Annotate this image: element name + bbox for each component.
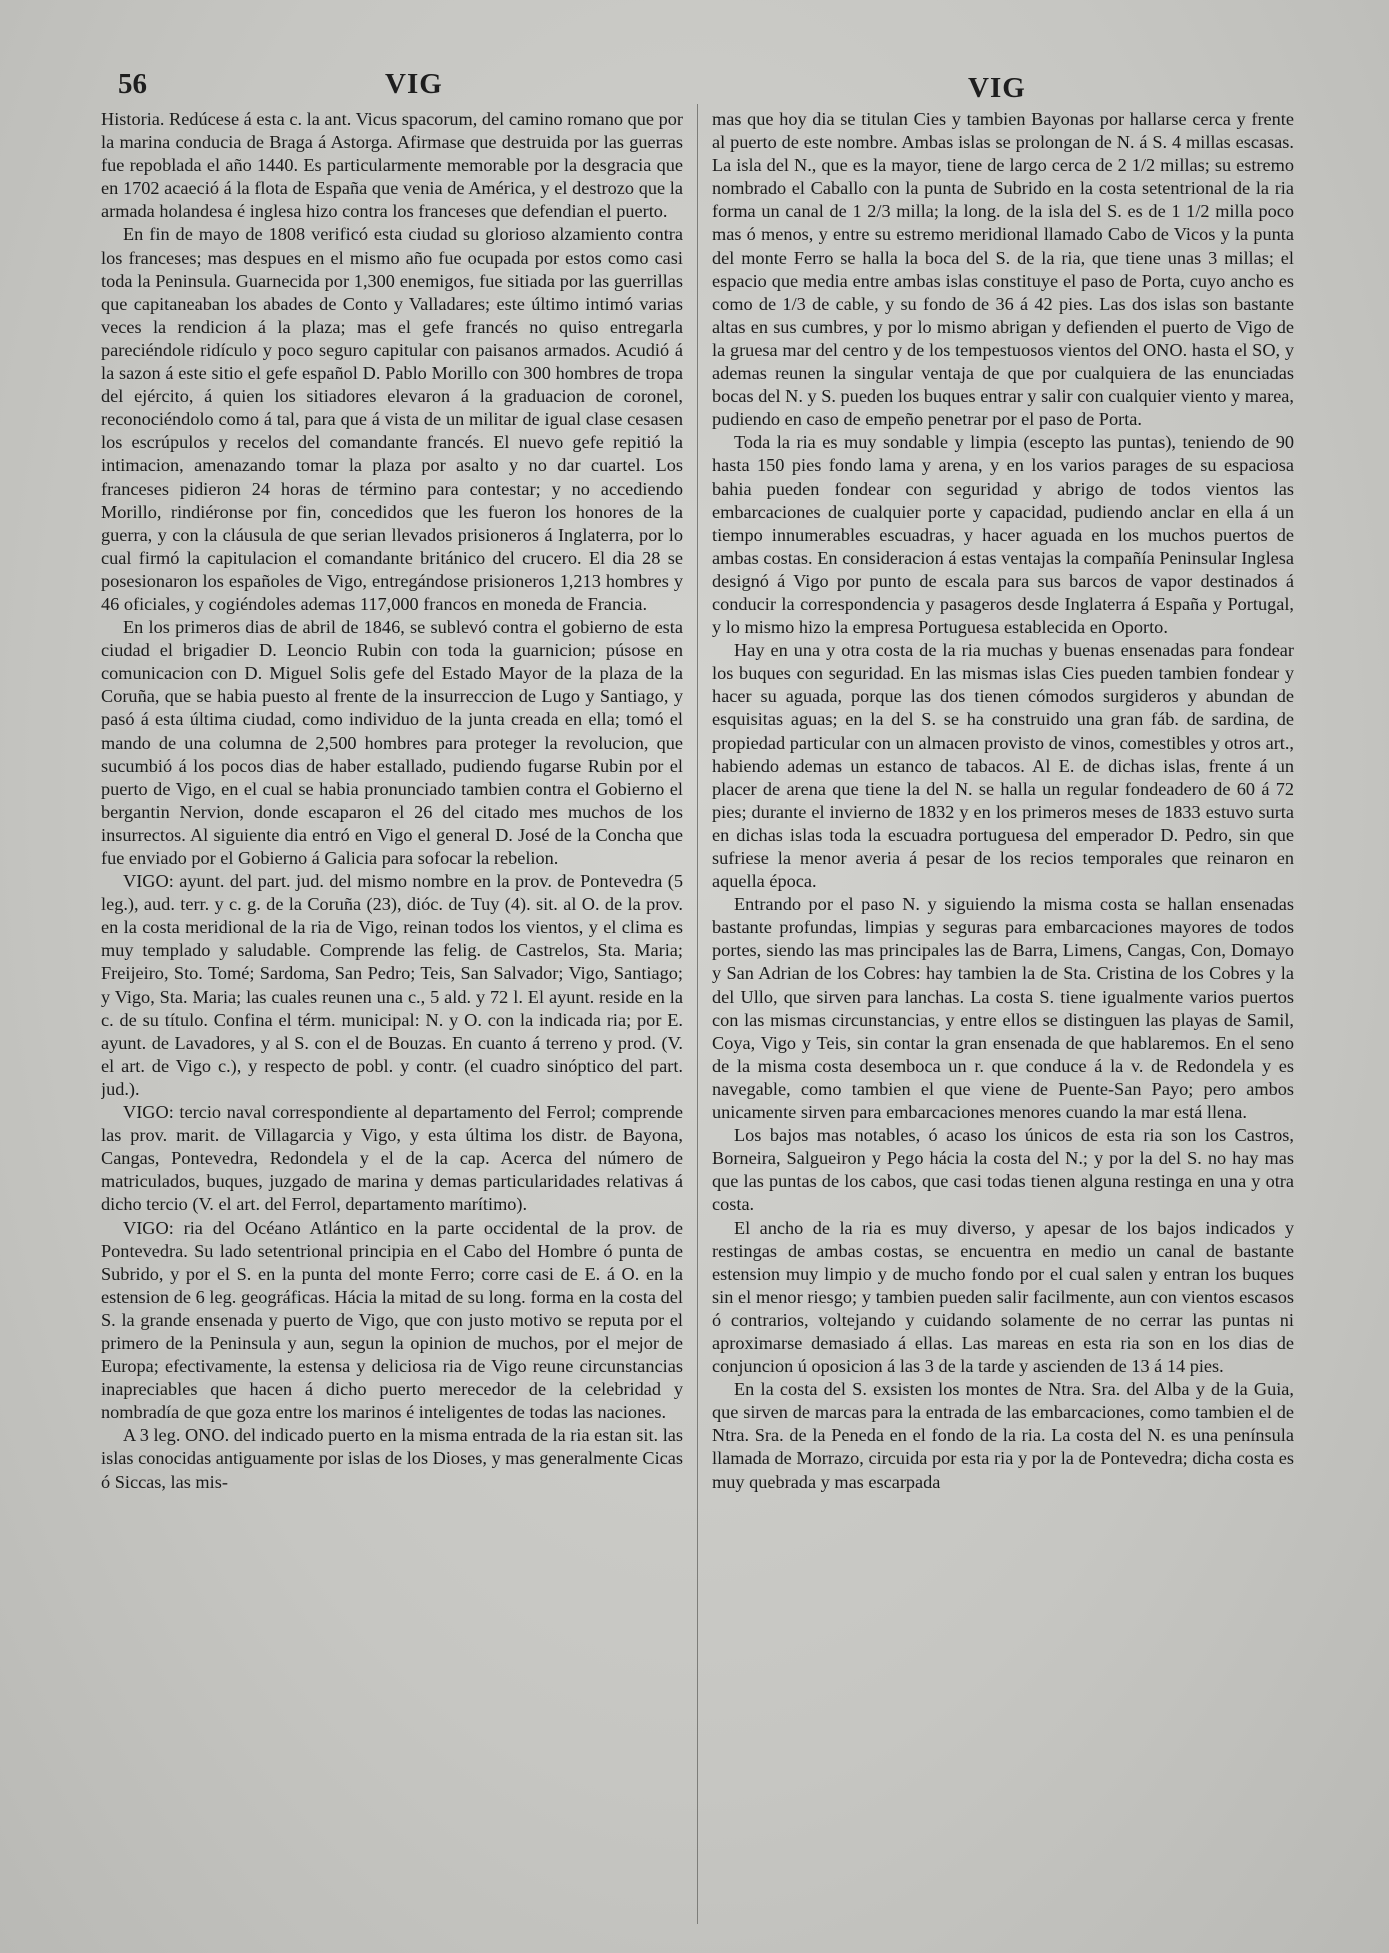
running-head-right: VIG [968,72,1026,104]
running-head-left: VIG [385,68,443,100]
left-column [101,108,683,1928]
paragraph-bajos: Los bajos mas notables, ó acaso los únicos de esta ria son los Castros, Borneira, Salgueiron y Pego hácia la costa del N.; y por la del S. no hay mas que las puntas de los cabos, que casi todas tienen alguna restinga en una y otra costa. [712,1125,1294,1215]
paragraph-ancho: El ancho de la ria es muy diverso, y apesar de los bajos indicados y restingas de ambas costas, se encuentra en medio un canal de bastante estension muy limpio y de mucho fondo por el cual salen y entran los buques sin el menor riesgo; y tambien pueden salir facilmente, aun con vientos escasos ó contrarios, voltejando y cuidando solamente de no cerrar las puntas ni aproximarse demasiado á ellas. Las mareas en esta ria son en los dias de conjuncion ú oposicion á las 3 de la tarde y ascienden de 13 á 14 pies. [712,1217,1294,1377]
paragraph-vigo-tercio-naval: VIGO: tercio naval correspondiente al departamento del Ferrol; comprende las prov. marit. de Villagarcia y Vigo, y esta última los distr. de Bayona, Cangas, Pontevedra, Redondela y el de la cap. Acerca del número de matriculados, buques, juzgado de marina y demas particularidades relativas á dicho tercio (V. el art. del Ferrol, departamento marítimo). [101,1102,683,1215]
paragraph-1808: En fin de mayo de 1808 verificó esta ciudad su glorioso alzamiento contra los franceses; mas despues en el mismo año fue ocupada por estos como casi toda la Peninsula. Guarnecida por 1,300 enemigos, fue sitiada por las guerrillas que capitaneaban los abades de Conto y Valladares; este último intimó varias veces la rendicion á la plaza; mas el gefe francés no quiso entregarla pareciéndole ridículo y poco seguro capitular con paisanos armados. Acudió á la sazon á este sitio el gefe español D. Pablo Morillo con 300 hombres de tropa del ejército, á quien los sitiadores elevaron á la graduacion de coronel, reconociéndolo como á tal, para que á vista de un militar de igual clase cesasen los escrúpulos y recelos del comandante francés. El nuevo gefe repitió la intimacion, amenazando tomar la plaza por asalto y no dar cuartel. Los franceses pidieron 24 horas de término para contestar; y no accediendo Morillo, rindiéronse por fin, concedidos que les fueron los honores de la guerra, y con la cláusula de que serian llevados prisioneros á Inglaterra, por lo cual firmó la capitulacion el comandante británico del crucero. El dia 28 se posesionaron los españoles de Vigo, entregándose prisioneros 1,213 hombres y 46 oficiales, y cogiéndoles ademas 117,000 francos en moneda de Francia. [101,224,683,614]
page-number: 56 [118,68,147,100]
paragraph-1846: En los primeros dias de abril de 1846, se sublevó contra el gobierno de esta ciudad el brigadier D. Leoncio Rubin con toda la guarnicion; púsose en comunicacion con D. Miguel Solis gefe del Estado Mayor de la plaza de la Coruña, que se habia puesto al frente de la insurreccion de Lugo y Santiago, y pasó á esta última ciudad, como individuo de la junta creada en ella; tomó el mando de una columna de 2,500 hombres para proteger la revolucion, que sucumbió á los pocos dias de haber estallado, pudiendo fugarse Rubin por el puerto de Vigo, en el cual se habia pronunciado tambien contra el Gobierno el bergantin Nervion, donde escaparon el 26 del citado mes muchos de los insurrectos. Al siguiente dia entró en Vigo el general D. José de la Concha que fue enviado por el Gobierno á Galicia para sofocar la rebelion. [101,617,683,868]
paragraph-costa-sur: En la costa del S. exsisten los montes de Ntra. Sra. del Alba y de la Guia, que sirven de marcas para la entrada de las embarcaciones, como tambien el de Ntra. Sra. de la Peneda en el fondo de la ria. La costa del N. es una península llamada de Morrazo, circuida por esta ria y por la de Pontevedra; dicha costa es muy quebrada y mas escarpada [712,1379,1294,1492]
paragraph-paso-norte: Entrando por el paso N. y siguiendo la misma costa se hallan ensenadas bastante profundas, limpias y seguras para embarcaciones mayores de todos portes, siendo las mas principales las de Barra, Limens, Cangas, Con, Domayo y San Adrian de los Cobres: hay tambien la de Sta. Cristina de los Cobres y la del Ullo, que sirven para lanchas. La costa S. tiene igualmente varios puertos con las mismas circunstancias, y entre ellos se distinguen las playas de Samil, Coya, Vigo y Teis, sin contar la gran ensenada de que hablaremos. En el seno de la misma costa desemboca un r. que conduce á la v. de Redondela y es navegable, como tambien el que viene de Puente-San Payo; pero ambos unicamente sirven para embarcaciones menores cuando la mar está llena. [712,894,1294,1123]
paragraph-sondable: Toda la ria es muy sondable y limpia (escepto las puntas), teniendo de 90 hasta 150 pies fondo lama y arena, y en los varios parages de su espaciosa bahia pueden fondear con seguridad y abrigo de todos vientos las embarcaciones de cualquier porte y capacidad, pudiendo anclar en ella á un tiempo innumerables escuadras, y hacer aguada en los muchos puertos de ambas costas. En consideracion á estas ventajas la compañía Peninsular Inglesa designó á Vigo por punto de escala para sus barcos de vapor destinados á conducir la correspondencia y pasageros desde Inglaterra á España y Portugal, y lo mismo hizo la empresa Portuguesa establecida en Oporto. [712,432,1294,638]
paragraph-cies: mas que hoy dia se titulan Cies y tambien Bayonas por hallarse cerca y frente al puerto de este nombre. Ambas islas se prolongan de N. á S. 4 millas escasas. La isla del N., que es la mayor, tiene de largo cerca de 2 1/2 millas; su estremo nombrado el Caballo con la punta de Subrido en la costa setentrional de la ria forma un canal de 1 2/3 milla; la long. de la isla del S. es de 1 1/2 milla poco mas ó menos, y entre su estremo meridional llamado Cabo de Vicos y la punta del monte Ferro se halla la boca del S. de la ria, que tiene unas 3 millas; el espacio que media entre ambas islas constituye el paso de Porta, cuyo ancho es como de 1/3 de cable, y su fondo de 36 á 42 pies. Las dos islas son bastante altas en sus cumbres, y por lo mismo abrigan y defienden el puerto de Vigo de la gruesa mar del centro y de los tempestuosos vientos del ONO. hasta el SO, y ademas reunen la singular ventaja de que por cualquiera de las enunciadas bocas del N. y S. pueden los buques entrar y salir con cualquier viento y marea, pudiendo en caso de empeño penetrar por el paso de Porta. [712,109,1294,430]
paragraph-ensenadas: Hay en una y otra costa de la ria muchas y buenas ensenadas para fondear los buques con seguridad. En las mismas islas Cies pueden tambien fondear y hacer su aguada, porque las dos tienen cómodos surgideros y abundan de esquisitas aguas; en la del S. se ha construido una gran fáb. de sardina, de propiedad particular con un almacen provisto de vinos, comestibles y otros art., habiendo ademas un estanco de tabacos. Al E. de dichas islas, frente á un placer de arena que tiene la del N. se halla un regular fondeadero de 60 á 72 pies; durante el invierno de 1832 y en los primeros meses de 1833 estuvo surta en dichas islas toda la escuadra portuguesa del emperador D. Pedro, sin que sufriese la menor averia á pesar de los recios temporales que reinaron en aquella época. [712,640,1294,892]
right-column [712,108,1294,1928]
paragraph-historia: Historia. Redúcese á esta c. la ant. Vicus spacorum, del camino romano que por la marina conducia de Braga á Astorga. Afirmase que destruida por las guerras fue repoblada el año 1440. Es particularmente memorable por la desgracia que en 1702 acaeció á la flota de España que venia de América, y el destrozo que la armada holandesa é inglesa hizo contra los franceses que defendian el puerto. [101,109,683,222]
column-divider [697,104,698,1924]
paragraph-vigo-ayuntamiento: VIGO: ayunt. del part. jud. del mismo nombre en la prov. de Pontevedra (5 leg.), aud. terr. y c. g. de la Coruña (23), dióc. de Tuy (4). sit. al O. de la prov. en la costa meridional de la ria de Vigo, reinan todos los vientos, y el clima es muy templado y saludable. Comprende las felig. de Castrelos, Sta. Maria; Freijeiro, Sto. Tomé; Sardoma, San Pedro; Teis, San Salvador; Vigo, Santiago; y Vigo, Sta. Maria; las cuales reunen una c., 5 ald. y 72 l. El ayunt. reside en la c. de su título. Confina el térm. municipal: N. y O. con la indicada ria; por E. ayunt. de Lavadores, y al S. con el de Bouzas. En cuanto á terreno y prod. (V. el art. de Vigo c.), y respecto de pobl. y contr. (el cuadro sinóptico del part. jud.). [101,871,683,1099]
paragraph-islas: A 3 leg. ONO. del indicado puerto en la misma entrada de la ria estan sit. las islas conocidas antiguamente por islas de los Dioses, y mas generalmente Cicas ó Siccas, las mis- [101,1425,683,1492]
paragraph-vigo-ria: VIGO: ria del Océano Atlántico en la parte occidental de la prov. de Pontevedra. Su lado setentrional principia en el Cabo del Hombre ó punta de Subrido, y por el S. en la punta del monte Ferro; corre casi de E. á O. en la estension de 6 leg. geográficas. Hácia la mitad de su long. forma en la costa del S. la grande ensenada y puerto de Vigo, que con justo motivo se reputa por el primero de la Peninsula y aun, segun la opinion de muchos, por el mejor de Europa; efectivamente, la estensa y deliciosa ria de Vigo reune circunstancias inapreciables que hacen á dicho puerto merecedor de la celebridad y nombradía de que goza entre los marinos é inteligentes de todas las naciones. [101,1217,683,1423]
